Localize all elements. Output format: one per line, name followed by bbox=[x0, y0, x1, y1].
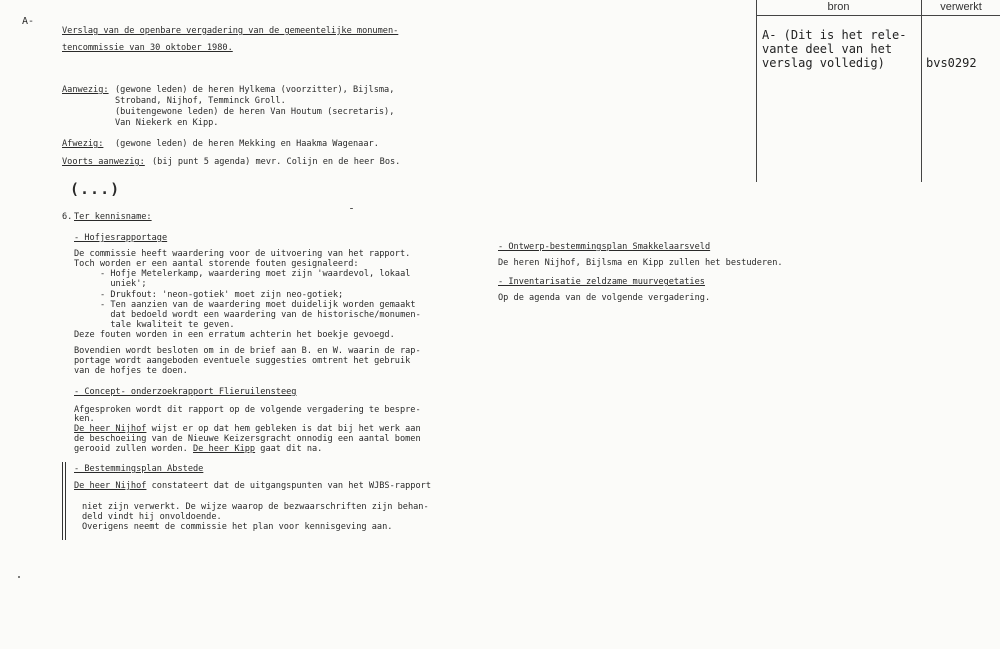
document-title-line1: Verslag van de openbare vergadering van de gemeentelijke monumen- bbox=[62, 26, 399, 36]
hofjes-heading: - Hofjesrapportage bbox=[74, 233, 168, 243]
scan-speck bbox=[18, 576, 20, 578]
sidebox-note-line-3: verslag volledig) bbox=[762, 56, 885, 70]
concept-line-2: ken. bbox=[74, 414, 95, 424]
hofjes-bullet-3b: dat bedoeld wordt een waardering van de historische/monumen- bbox=[100, 310, 421, 320]
ontwerp-text: De heren Nijhof, Bijlsma en Kipp zullen het bestuderen. bbox=[498, 258, 783, 268]
abstede-nijhof-rest: constateert dat de uitgangspunten van het WJBS-rapport bbox=[146, 481, 432, 491]
sidebox-code: bvs0292 bbox=[926, 56, 977, 70]
sidebox-note-line-2: vante deel van het bbox=[762, 42, 893, 56]
section-title: Ter kennisname: bbox=[74, 212, 152, 222]
aanwezig-line-1: (gewone leden) de heren Hylkema (voorzitter), Bijlsma, bbox=[115, 85, 395, 95]
document-title-line2: tencommissie van 30 oktober 1980. bbox=[62, 43, 233, 53]
hofjes-para2-line-3: van de hofjes te doen. bbox=[74, 366, 188, 376]
voorts-aanwezig-label: Voorts aanwezig: bbox=[62, 157, 145, 167]
aanwezig-line-3: (buitengewone leden) de heren Van Houtum (secretaris), bbox=[115, 107, 395, 117]
inventaris-heading: - Inventarisatie zeldzame muurvegetaties bbox=[498, 277, 705, 287]
afwezig-label: Afwezig: bbox=[62, 139, 104, 149]
concept-last-suffix: gaat dit na. bbox=[255, 444, 323, 454]
sidebox-header-verwerkt: verwerkt bbox=[940, 1, 982, 13]
hofjes-bullet-3c: tale kwaliteit te geven. bbox=[100, 320, 235, 330]
hofjes-after: Deze fouten worden in een erratum achterin het boekje gevoegd. bbox=[74, 330, 395, 340]
concept-last-line bbox=[74, 444, 322, 455]
afwezig-text: (gewone leden) de heren Mekking en Haakma Wagenaar. bbox=[115, 139, 379, 149]
inventaris-text: Op de agenda van de volgende vergadering. bbox=[498, 293, 711, 303]
hofjes-para2-line-1: Bovendien wordt besloten om in de brief aan B. en W. waarin de rap- bbox=[74, 346, 421, 356]
abstede-line-1: niet zijn verwerkt. De wijze waarop de bezwaarschriften zijn behan- bbox=[82, 502, 429, 512]
ontwerp-heading: - Ontwerp-bestemmingsplan Smakkelaarsveld bbox=[498, 242, 711, 252]
hofjes-bullet-1a: - Hofje Metelerkamp, waardering moet zijn 'waardevol, lokaal bbox=[100, 269, 411, 279]
abstede-nijhof-label: De heer Nijhof bbox=[74, 481, 147, 491]
concept-nijhof-label: De heer Nijhof bbox=[74, 424, 147, 434]
hofjes-line-1: De commissie heeft waardering voor de uitvoering van het rapport. bbox=[74, 249, 411, 259]
sidebox-header-bron: bron bbox=[827, 1, 850, 13]
concept-kipp-label: De heer Kipp bbox=[193, 444, 256, 454]
concept-line-1: Afgesproken wordt dit rapport op de volgende vergadering te bespre- bbox=[74, 405, 421, 415]
abstede-line-2: deld vindt hij onvoldoende. bbox=[82, 512, 222, 522]
scan-speck bbox=[350, 208, 353, 209]
abstede-line-3: Overigens neemt de commissie het plan voor kennisgeving aan. bbox=[82, 522, 393, 532]
concept-line-4: de beschoeiing van de Nieuwe Keizersgracht onnodig een aantal bomen bbox=[74, 434, 421, 444]
hofjes-bullet-2: - Drukfout: 'neon-gotiek' moet zijn neo-gotiek; bbox=[100, 290, 344, 300]
concept-last-prefix: gerooid zullen worden. bbox=[74, 444, 193, 454]
margin-bar-2 bbox=[65, 462, 66, 540]
sidebox-note-line-1: A- (Dit is het rele- bbox=[762, 28, 907, 42]
sidebox-mid-rule bbox=[921, 0, 922, 182]
hofjes-line-2: Toch worden er een aantal storende fouten gesignaleerd: bbox=[74, 259, 359, 269]
concept-heading: - Concept- onderzoekrapport Flieruilensteeg bbox=[74, 387, 297, 397]
section-number: 6. bbox=[62, 212, 73, 222]
sidebox-left-rule bbox=[756, 0, 757, 182]
hofjes-bullet-1b: uniek'; bbox=[100, 279, 147, 289]
voorts-aanwezig-text: (bij punt 5 agenda) mevr. Colijn en de heer Bos. bbox=[152, 157, 401, 167]
hofjes-bullet-3a: - Ten aanzien van de waardering moet duidelijk worden gemaakt bbox=[100, 300, 416, 310]
omission-ellipsis: (...) bbox=[70, 180, 121, 198]
sidebox-header-rule bbox=[756, 15, 1000, 16]
aanwezig-label: Aanwezig: bbox=[62, 85, 109, 95]
hofjes-para2-line-2: portage wordt aangeboden eventuele suggesties omtrent het gebruik bbox=[74, 356, 411, 366]
abstede-heading: - Bestemmingsplan Abstede bbox=[74, 464, 204, 474]
margin-bar-1 bbox=[62, 462, 63, 540]
margin-mark: A- bbox=[22, 16, 35, 27]
aanwezig-line-2: Stroband, Nijhof, Temminck Groll. bbox=[115, 96, 286, 106]
aanwezig-line-4: Van Niekerk en Kipp. bbox=[115, 118, 219, 128]
abstede-nijhof-line bbox=[74, 481, 431, 492]
concept-nijhof-rest: wijst er op dat hem gebleken is dat bij het werk aan bbox=[146, 424, 421, 434]
